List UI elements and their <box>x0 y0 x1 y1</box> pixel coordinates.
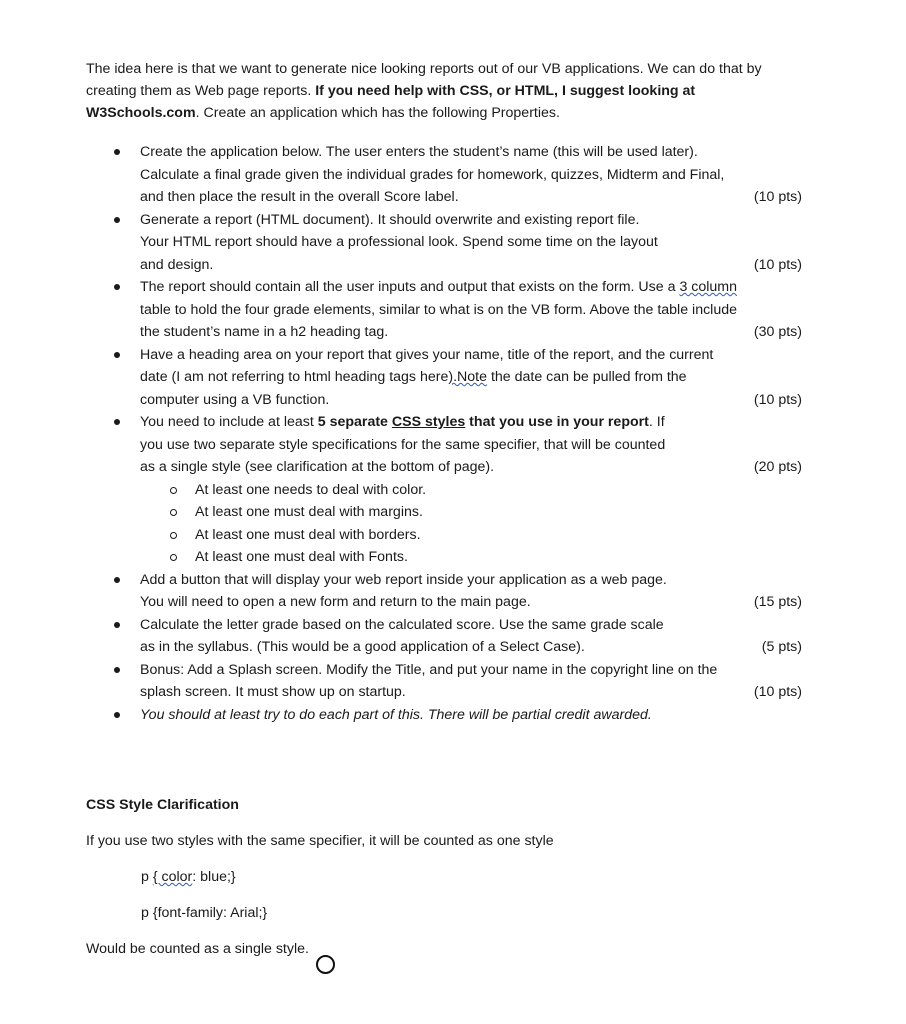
sub-list-item: At least one needs to deal with color. <box>140 479 802 502</box>
intro-bold-text: If you need help with CSS, or HTML, I suggest looking at W3Schools.com <box>86 83 696 121</box>
closing-text: Would be counted as a single style. <box>86 941 309 957</box>
list-item: You should at least try to do each part of this. There will be partial credit awarded. <box>86 704 802 727</box>
list-item: Calculate the letter grade based on the calculated score. Use the same grade scale as in the syllabus. (This would be a good application of a Select Case). (5 pts) <box>86 614 802 659</box>
sub-list-item: At least one must deal with borders. <box>140 524 802 547</box>
document-page <box>86 58 802 960</box>
section-heading: CSS Style Clarification <box>86 797 239 813</box>
list-item: Bonus: Add a Splash screen. Modify the Title, and put your name in the copyright line on the splash screen. It must show up on startup. (10 pts) <box>86 659 802 704</box>
requirements-list <box>86 141 802 726</box>
cursor-circle-icon <box>316 955 335 974</box>
list-item: The report should contain all the user inputs and output that exists on the form. Use a 3 column table to hold the four grade elements, similar to what is on the VB form. Above the table include the student’s name in a h2 heading tag. (30 pts) <box>86 276 802 344</box>
sub-list-item: At least one must deal with Fonts. <box>140 546 802 569</box>
points-label: (10 pts) <box>753 684 802 700</box>
points-label: (10 pts) <box>753 256 802 273</box>
intro-text: The idea here is that we want to generate nice looking reports out of our VB applications. We can do that by creating them as Web page reports. <box>86 61 762 99</box>
list-item: Create the application below. The user enters the student’s name (this will be used later). Calculate a final grade given the individual grades for homework, quizzes, Midterm and Final, and then place the result in the overall Score label. (10 pts) <box>86 141 802 209</box>
css-requirements-sublist <box>140 479 802 569</box>
code-example-1: p { color: blue;} <box>141 869 236 885</box>
list-item: Generate a report (HTML document). It should overwrite and existing report file. Your HTML report should have a professional look. Spend some time on the layout and design. (10 pts) <box>86 209 802 277</box>
points-label: (30 pts) <box>753 324 802 340</box>
code-example-2: p {font-family: Arial;} <box>141 905 268 921</box>
list-item: Add a button that will display your web report inside your application as a web page. You will need to open a new form and return to the main page. (15 pts) <box>86 569 802 614</box>
points-label: (10 pts) <box>753 189 802 205</box>
points-label: (15 pts) <box>753 594 802 610</box>
clarification-text: If you use two styles with the same specifier, it will be counted as one style <box>86 833 554 849</box>
points-label: (5 pts) <box>761 639 802 655</box>
intro-paragraph <box>86 58 802 124</box>
intro-text-end: . Create an application which has the following Properties. <box>195 105 560 121</box>
points-label: (20 pts) <box>753 459 802 475</box>
list-item: You need to include at least 5 separate CSS styles that you use in your report. If you use two separate style specifications for the same specifier, that will be counted as a single style (see clarification at the bottom of page). (20 pts) At least one needs to deal with color. At least one must deal with margins. At least one must deal with borders. At least one must deal with Fonts. <box>86 411 802 569</box>
sub-list-item: At least one must deal with margins. <box>140 501 802 524</box>
points-label: (10 pts) <box>753 391 802 408</box>
list-item: Have a heading area on your report that gives your name, title of the report, and the current date (I am not referring to html heading tags here).Note the date can be pulled from the computer using a VB function. (10 pts) <box>86 344 802 412</box>
